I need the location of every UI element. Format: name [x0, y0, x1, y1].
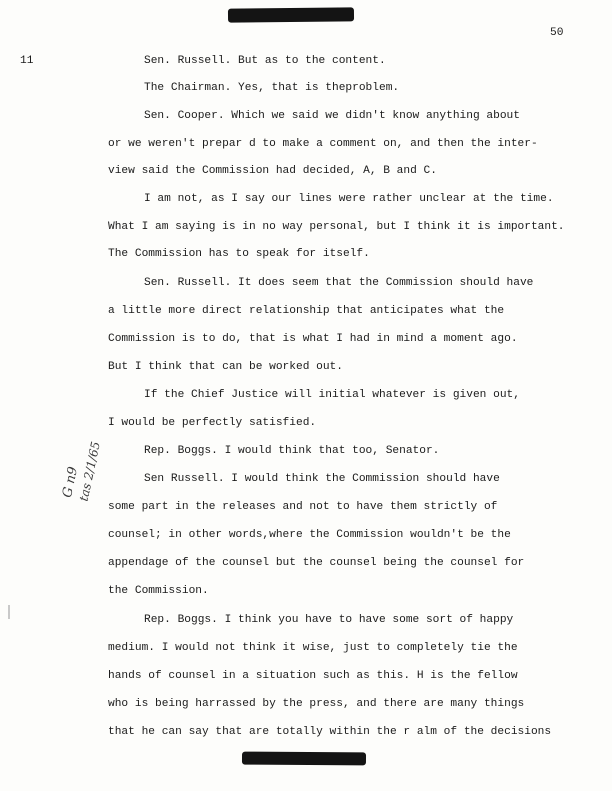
- line-number: 11: [20, 55, 34, 67]
- transcript-line: I would be perfectly satisfied.: [108, 417, 317, 429]
- handwritten-prefix: tas: [76, 481, 95, 503]
- transcript-line: Sen. Cooper. Which we said we didn't know anything about: [144, 110, 520, 122]
- transcript-line: that he can say that are totally within the r alm of the decisions: [108, 726, 552, 738]
- transcript-line: counsel; in other words,where the Commission wouldn't be the: [108, 529, 511, 541]
- transcript-line: I am not, as I say our lines were rather unclear at the time.: [144, 193, 554, 205]
- transcript-line: Sen. Russell. But as to the content.: [144, 55, 386, 67]
- transcript-line: Commission is to do, that is what I had in mind a moment ago.: [108, 333, 518, 345]
- transcript-line: The Commission has to speak for itself.: [108, 248, 370, 260]
- redaction-bar-bottom: [242, 752, 366, 766]
- transcript-line: Rep. Boggs. I think you have to have some sort of happy: [144, 614, 514, 626]
- transcript-line: Sen Russell. I would think the Commission should have: [144, 473, 500, 485]
- transcript-line: the Commission.: [108, 585, 209, 597]
- transcript-line: hands of counsel in a situation such as this. H is the fellow: [108, 670, 518, 682]
- transcript-line: What I am saying is in no way personal, but I think it is important.: [108, 221, 565, 233]
- handwritten-initials: G n9: [60, 465, 82, 500]
- transcript-line: The Chairman. Yes, that is theproblem.: [144, 82, 400, 94]
- scan-smudge: [8, 605, 10, 619]
- transcript-line: view said the Commission had decided, A, B and C.: [108, 165, 437, 177]
- transcript-line: a little more direct relationship that anticipates what the: [108, 305, 505, 317]
- transcript-line: medium. I would not think it wise, just to completely tie the: [108, 642, 518, 654]
- transcript-line: who is being harrassed by the press, and there are many things: [108, 698, 525, 710]
- transcript-line: But I think that can be worked out.: [108, 361, 343, 373]
- transcript-line: some part in the releases and not to have them strictly of: [108, 501, 498, 513]
- transcript-line: appendage of the counsel but the counsel being the counsel for: [108, 557, 525, 569]
- page-number: 50: [550, 27, 564, 39]
- transcript-line: Rep. Boggs. I would think that too, Senator.: [144, 445, 440, 457]
- transcript-line: Sen. Russell. It does seem that the Commission should have: [144, 277, 534, 289]
- transcript-line: If the Chief Justice will initial whatever is given out,: [144, 389, 520, 401]
- transcript-line: or we weren't prepar d to make a comment on, and then the inter-: [108, 138, 538, 150]
- handwritten-date: 2/1/65: [81, 440, 103, 481]
